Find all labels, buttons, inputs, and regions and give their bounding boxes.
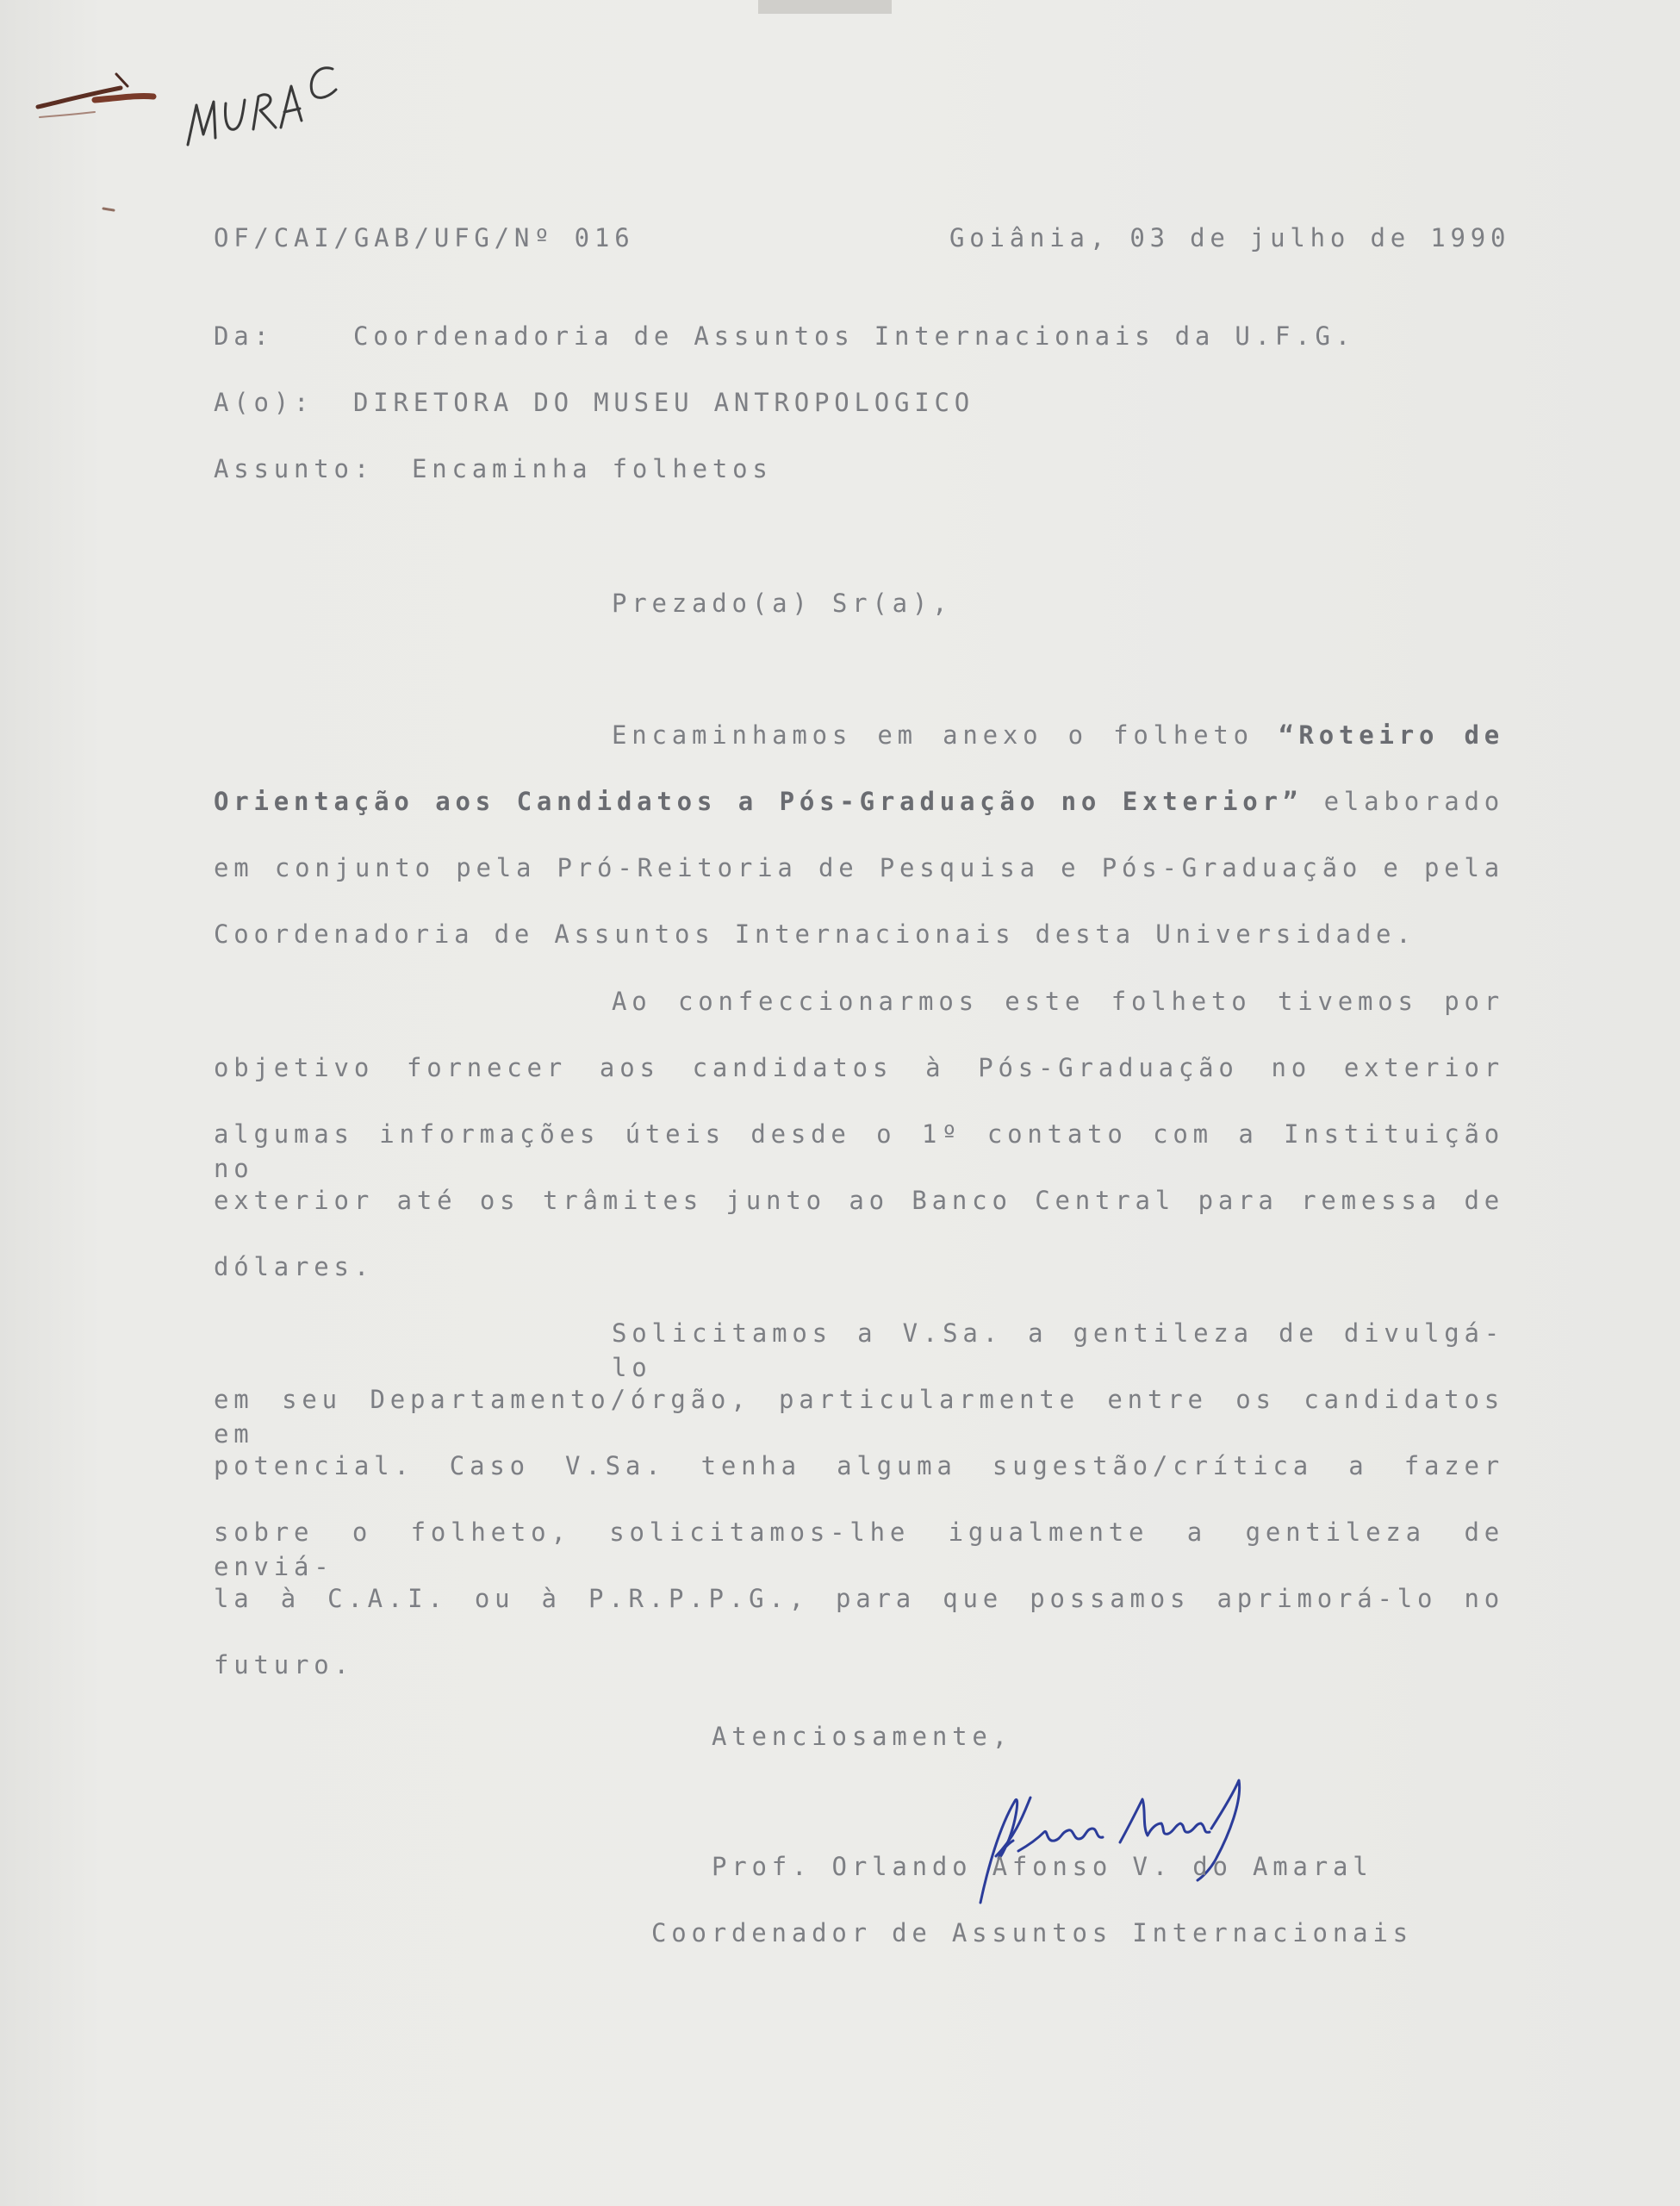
brochure-title-part2: Orientação aos Candidatos a Pós-Graduação no Exterior”	[214, 787, 1304, 816]
paragraph2-line4: exterior até os trâmites junto ao Banco Central para remessa de	[214, 1186, 1504, 1215]
ink-arrow-mark	[34, 69, 164, 241]
paragraph3-line5: la à C.A.I. ou à P.R.P.P.G., para que possamos aprimorá-lo no	[214, 1584, 1504, 1613]
subject-label: Assunto:	[214, 454, 375, 483]
greeting: Prezado(a) Sr(a),	[612, 589, 953, 618]
paragraph3-line3: potencial. Caso V.Sa. tenha alguma sugestão/crítica a fazer	[214, 1451, 1504, 1480]
paragraph2-line2: objetivo fornecer aos candidatos à Pós-Graduação no exterior	[214, 1053, 1504, 1082]
signatory-name: Prof. Orlando Afonso V. do Amaral	[712, 1852, 1373, 1881]
from-value: Coordenadoria de Assuntos Internacionais da U.F.G.	[353, 321, 1355, 351]
from-label: Da:	[214, 321, 274, 351]
to-label: A(o):	[214, 388, 314, 417]
paper-scrap	[758, 0, 892, 14]
paragraph2-line5: dólares.	[214, 1252, 375, 1281]
paragraph1-lead: Encaminhamos em anexo o folheto	[612, 720, 1254, 750]
to-value: DIRETORA DO MUSEU ANTROPOLOGICO	[353, 388, 975, 417]
handwritten-signature	[965, 1775, 1258, 1913]
paragraph1-line2	[214, 784, 1504, 819]
paragraph2-line1: Ao confeccionarmos este folheto tivemos por	[612, 987, 1504, 1016]
paragraph1-after-title: elaborado	[1323, 787, 1504, 816]
reference-number: OF/CAI/GAB/UFG/Nº 016	[214, 223, 635, 252]
place-date: Goiânia, 03 de julho de 1990	[949, 223, 1511, 252]
closing: Atenciosamente,	[712, 1722, 1012, 1751]
paragraph1-line3: em conjunto pela Pró-Reitoria de Pesquisa e Pós-Graduação e pela	[214, 853, 1504, 882]
paragraph1-line1	[612, 718, 1504, 752]
subject-value: Encaminha folhetos	[412, 454, 773, 483]
paragraph2-line3: algumas informações úteis desde o 1º contato com a Instituição no	[214, 1119, 1504, 1183]
paragraph1-line4: Coordenadoria de Assuntos Internacionais desta Universidade.	[214, 919, 1416, 949]
handwritten-note-murac	[181, 52, 345, 155]
brochure-title-part1: “Roteiro de	[1279, 720, 1504, 750]
paragraph3-line1: Solicitamos a V.Sa. a gentileza de divulgá-lo	[612, 1318, 1504, 1382]
paragraph3-line6: futuro.	[214, 1650, 354, 1679]
signatory-role: Coordenador de Assuntos Internacionais	[651, 1918, 1413, 1947]
paragraph3-line2: em seu Departamento/órgão, particularmente entre os candidatos em	[214, 1385, 1504, 1449]
paragraph3-line4: sobre o folheto, solicitamos-lhe igualmente a gentileza de enviá-	[214, 1517, 1504, 1581]
